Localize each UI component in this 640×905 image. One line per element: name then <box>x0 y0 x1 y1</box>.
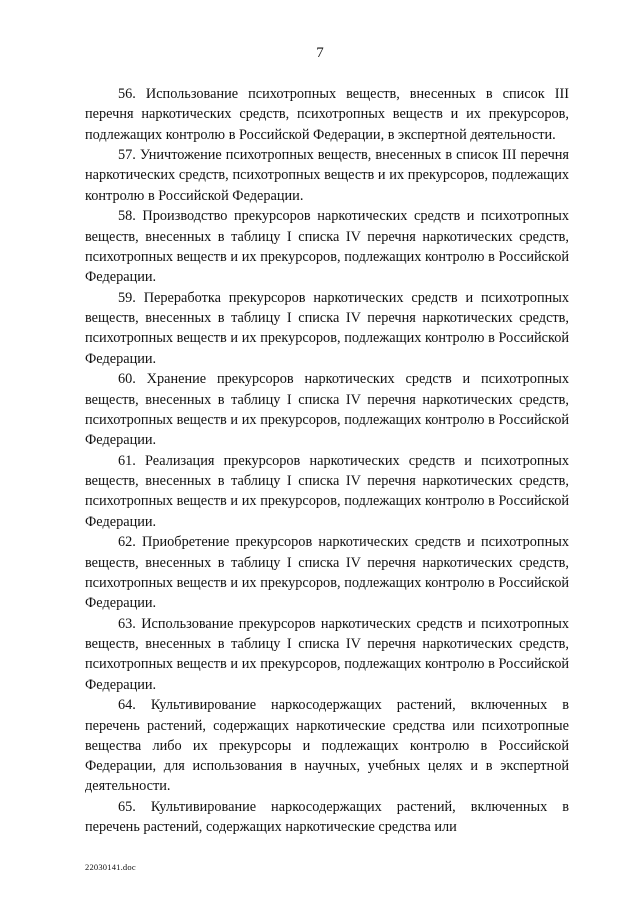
page-number: 7 <box>316 45 324 61</box>
paragraph-59: 59. Переработка прекурсоров наркотических средств и психотропных веществ, внесенных в таблицу I списка IV перечня наркотических средств, психотропных веществ и их прекурсоров, подлежащих контролю в Российской Федерации. <box>85 289 569 367</box>
paragraph-65: 65. Культивирование наркосодержащих растений, включенных в перечень растений, содержащих наркотические средства или <box>85 799 569 836</box>
document-body <box>85 84 569 838</box>
paragraph-56: 56. Использование психотропных веществ, внесенных в список III перечня наркотических средств, психотропных веществ и их прекурсоров, подлежащих контролю в Российской Федерации, в экспертной деятельности. <box>85 86 569 143</box>
paragraph-60: 60. Хранение прекурсоров наркотических средств и психотропных веществ, внесенных в таблицу I списка IV перечня наркотических средств, психотропных веществ и их прекурсоров, подлежащих контролю в Российской Федерации. <box>85 371 569 449</box>
paragraph-63: 63. Использование прекурсоров наркотических средств и психотропных веществ, внесенных в таблицу I списка IV перечня наркотических средств, психотропных веществ и их прекурсоров, подлежащих контролю в Российской Федерации. <box>85 615 569 693</box>
paragraph-58: 58. Производство прекурсоров наркотических средств и психотропных веществ, внесенных в таблицу I списка IV перечня наркотических средств, психотропных веществ и их прекурсоров, подлежащих контролю в Российской Федерации. <box>85 208 569 286</box>
paragraph-61: 61. Реализация прекурсоров наркотических средств и психотропных веществ, внесенных в таблицу I списка IV перечня наркотических средств, психотропных веществ и их прекурсоров, подлежащих контролю в Российской Федерации. <box>85 452 569 530</box>
paragraph-57: 57. Уничтожение психотропных веществ, внесенных в список III перечня наркотических средств, психотропных веществ и их прекурсоров, подлежащих контролю в Российской Федерации. <box>85 147 569 204</box>
footer-filename: 22030141.doc <box>85 862 136 872</box>
paragraph-64: 64. Культивирование наркосодержащих растений, включенных в перечень растений, содержащих наркотические средства или психотропные вещества либо их прекурсоры и подлежащих контролю в Российской Федерации, для использования в научных, учебных целях и в экспертной деятельности. <box>85 697 569 795</box>
paragraph-62: 62. Приобретение прекурсоров наркотических средств и психотропных веществ, внесенных в таблицу I списка IV перечня наркотических средств, психотропных веществ и их прекурсоров, подлежащих контролю в Российской Федерации. <box>85 534 569 612</box>
